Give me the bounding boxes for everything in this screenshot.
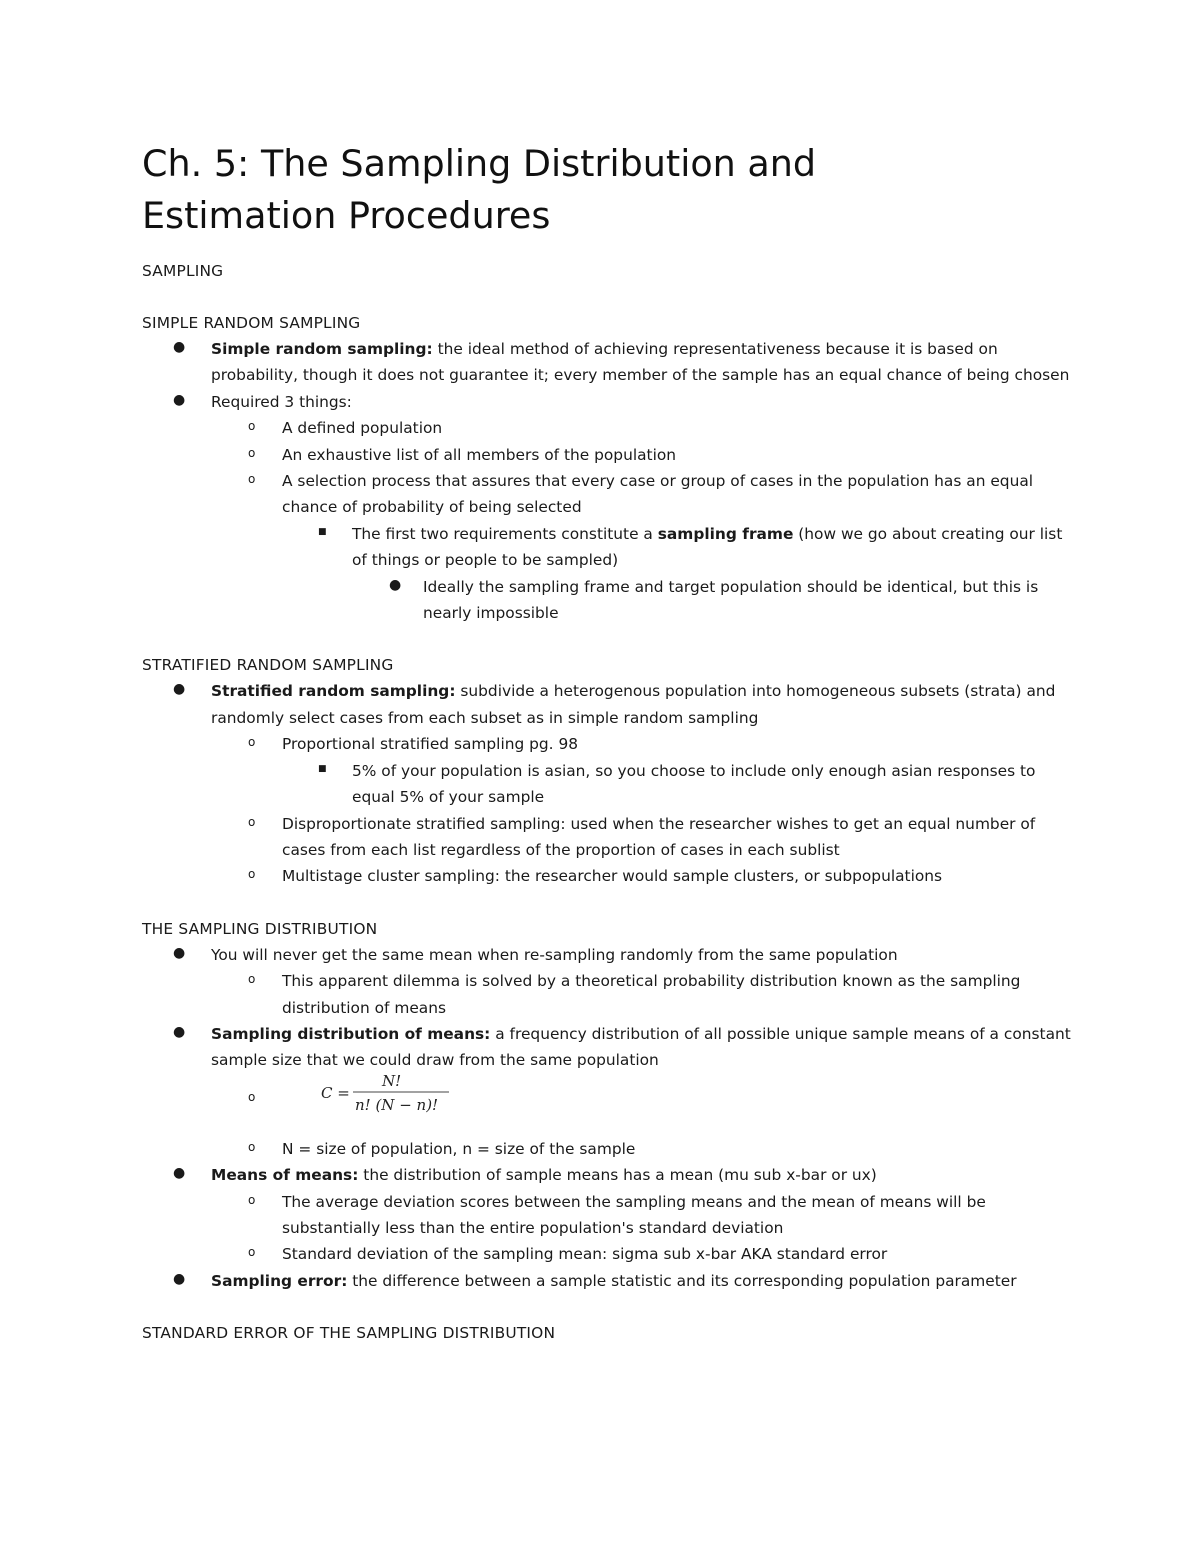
item-text: N = size of population, n = size of the sample xyxy=(282,1139,636,1158)
dist-heading: THE SAMPLING DISTRIBUTION xyxy=(142,919,378,938)
item-text: Disproportionate stratified sampling: used when the researcher wishes to get an equal number of cases from each list regardless of the proportion of cases in each sublist xyxy=(282,814,1036,859)
list-item xyxy=(142,1021,1072,1074)
sampling-heading: SAMPLING xyxy=(142,262,224,280)
bullet-icon: ● xyxy=(173,339,186,355)
list-item xyxy=(142,863,1072,889)
definition-text: a frequency distribution of all possible unique sample means of a constant sample size that we could draw from the same population xyxy=(211,1024,1071,1070)
definition-text: the difference between a sample statistic and its corresponding population parameter xyxy=(347,1271,1017,1290)
list-item xyxy=(142,574,1072,627)
bullet-icon: ● xyxy=(173,391,186,408)
list-item xyxy=(142,678,1072,731)
item-text: Ideally the sampling frame and target population should be identical, but this is nearly impossible xyxy=(423,577,1039,623)
item-text: An exhaustive list of all members of the population xyxy=(282,445,677,464)
list-item xyxy=(142,968,1072,1021)
bullet-icon: ● xyxy=(173,681,186,698)
definition-text: subdivide a heterogenous population into homogeneous subsets (strata) and randomly select cases from each subset as in simple random sampling xyxy=(211,682,1056,727)
item-text: Required 3 things: xyxy=(211,392,352,411)
circle-bullet-icon: o xyxy=(248,867,256,882)
item-text: A defined population xyxy=(282,419,443,438)
item-text: This apparent dilemma is solved by a theoretical probability distribution known as the sampling distribution of means xyxy=(282,972,1021,1017)
srs-heading: SIMPLE RANDOM SAMPLING xyxy=(142,314,361,332)
item-text: Standard deviation of the sampling mean: sigma sub x-bar AKA standard error xyxy=(282,1245,888,1264)
title-line-2: Estimation Procedures xyxy=(142,194,551,237)
item-text: A selection process that assures that every case or group of cases in the population has an equal chance of probability of being selected xyxy=(282,472,1034,517)
circle-bullet-icon: o xyxy=(248,445,256,460)
formula-numerator: N! xyxy=(382,1071,402,1090)
list-item xyxy=(142,389,1072,415)
item-text: (how we go about creating our list of things or people to be sampled) xyxy=(352,524,1063,570)
list-item xyxy=(142,811,1072,864)
item-text: 5% of your population is asian, so you choose to include only enough asian responses to equal 5% of your sample xyxy=(352,761,1036,807)
strat-heading: STRATIFIED RANDOM SAMPLING xyxy=(142,656,394,675)
formula-denominator: n! (N − n)! xyxy=(355,1095,439,1114)
term-bold: Stratified random sampling: xyxy=(211,682,456,701)
circle-bullet-icon: o xyxy=(248,1139,256,1154)
stderr-heading: STANDARD ERROR OF THE SAMPLING DISTRIBUTION xyxy=(142,1324,556,1343)
formula-lhs: C = xyxy=(321,1083,350,1102)
item-text: Proportional stratified sampling pg. 98 xyxy=(282,735,579,754)
square-bullet-icon: ■ xyxy=(318,526,327,537)
list-item xyxy=(142,1189,1072,1242)
definition-text: the ideal method of achieving representativeness because it is based on probability, though it does not guarantee it; every member of the sample has an equal chance of being chosen xyxy=(211,340,1070,385)
document-title xyxy=(142,138,1072,242)
circle-bullet-icon: o xyxy=(248,472,256,487)
combination-formula xyxy=(319,1062,459,1124)
list-item xyxy=(142,758,1072,811)
list-item xyxy=(142,521,1072,574)
title-line-1: Ch. 5: The Sampling Distribution and xyxy=(142,142,817,185)
list-item xyxy=(142,442,1072,468)
term-bold: Sampling error: xyxy=(211,1271,348,1290)
item-text: Multistage cluster sampling: the researcher would sample clusters, or subpopulations xyxy=(282,867,943,886)
list-item xyxy=(142,415,1072,441)
definition-text: the distribution of sample means has a mean (mu sub x-bar or ux) xyxy=(358,1166,877,1185)
list-item xyxy=(142,942,1072,968)
bullet-icon: ● xyxy=(173,1270,186,1287)
list-item xyxy=(142,1162,1072,1188)
square-bullet-icon: ■ xyxy=(318,763,327,774)
strat-list xyxy=(142,678,1072,889)
circle-bullet-icon: o xyxy=(248,735,256,750)
dist-list xyxy=(142,942,1072,1294)
list-item xyxy=(142,336,1072,389)
circle-bullet-icon: o xyxy=(248,972,256,987)
document-page xyxy=(142,138,1072,1346)
list-item xyxy=(142,1136,1072,1162)
list-item xyxy=(142,1241,1072,1267)
item-text: The first two requirements constitute a xyxy=(352,524,658,543)
list-item xyxy=(142,1268,1072,1294)
circle-bullet-icon: o xyxy=(248,1089,256,1104)
list-item xyxy=(142,468,1072,521)
list-item xyxy=(142,1071,1072,1136)
list-item xyxy=(142,731,1072,757)
term-bold: Simple random sampling: xyxy=(211,340,433,358)
item-text: The average deviation scores between the sampling means and the mean of means will be substantially less than the entire population's standard deviation xyxy=(282,1192,986,1237)
item-text: You will never get the same mean when re-sampling randomly from the same population xyxy=(211,945,898,964)
bullet-icon: ● xyxy=(173,1165,186,1182)
bullet-icon: ● xyxy=(389,576,402,593)
circle-bullet-icon: o xyxy=(248,1192,256,1207)
srs-list xyxy=(142,336,1072,626)
term-bold: Sampling distribution of means: xyxy=(211,1024,491,1043)
circle-bullet-icon: o xyxy=(248,419,256,434)
term-bold: sampling frame xyxy=(657,524,794,543)
circle-bullet-icon: o xyxy=(248,814,256,829)
bullet-icon: ● xyxy=(173,1023,186,1040)
term-bold: Means of means: xyxy=(211,1166,359,1185)
bullet-icon: ● xyxy=(173,944,186,961)
circle-bullet-icon: o xyxy=(248,1245,256,1260)
